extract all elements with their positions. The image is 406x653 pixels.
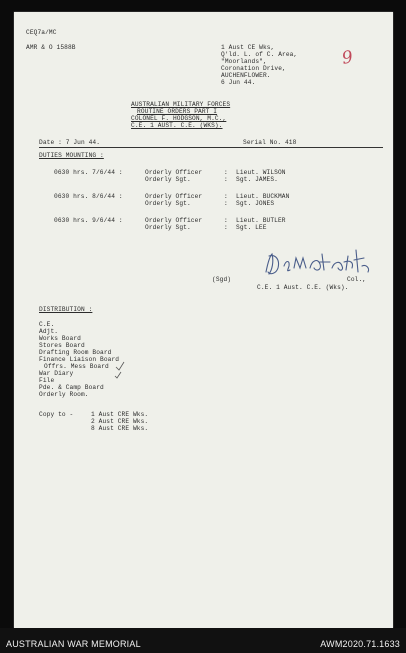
separator-colon: : [224, 217, 228, 224]
heading-line: AUSTRALIAN MILITARY FORCES [131, 101, 231, 108]
archive-footer [0, 628, 406, 653]
address-line: Q'ld. L. of C. Area, [221, 51, 298, 58]
page-number: 9 [340, 47, 355, 69]
duty-officer: Lieut. WILSON [236, 169, 286, 176]
copy-item: 1 Aust CRE Wks. [91, 411, 149, 418]
duty-officer: Lieut. BUCKMAN [236, 193, 290, 200]
duty-sergeant: Sgt. JAMES. [236, 176, 278, 183]
copy-item: 8 Aust CRE Wks. [91, 425, 149, 432]
list-item: Adjt. [39, 328, 59, 335]
distribution-title: DISTRIBUTION : [39, 306, 93, 313]
signature-block: C.E. 1 Aust. C.E. (Wks). [257, 284, 349, 291]
list-item: File [39, 377, 55, 384]
duty-time: 0630 hrs. 8/6/44 : [54, 193, 123, 200]
copy-item: 2 Aust CRE Wks. [91, 418, 149, 425]
amr-reference: AMR & O 1588B [26, 44, 76, 51]
duty-role: Orderly Sgt. [145, 224, 191, 231]
file-reference: CEQ7a/MC [26, 29, 57, 36]
list-item: War Diary [39, 370, 74, 377]
duty-sergeant: Sgt. JONES [236, 200, 275, 207]
heading-line: C.E. 1 AUST. C.E. (WKS). [131, 122, 223, 129]
archive-id: AWM2020.71.1633 [320, 639, 400, 649]
list-item: Orderly Room. [39, 391, 89, 398]
copy-to-label: Copy to - [39, 411, 74, 418]
document-page [14, 12, 393, 628]
separator-colon: : [224, 169, 228, 176]
list-item: C.E. [39, 321, 55, 328]
list-item: Works Board [39, 335, 81, 342]
list-item: Stores Board [39, 342, 85, 349]
rank-label: Col., [347, 276, 367, 283]
separator-colon: : [224, 193, 228, 200]
duty-role: Orderly Officer [145, 193, 203, 200]
duty-time: 0630 hrs. 7/6/44 : [54, 169, 123, 176]
serial-number: Serial No. 418 [243, 139, 297, 146]
archive-name: AUSTRALIAN WAR MEMORIAL [6, 639, 141, 649]
heading-line: COLONEL F. HODGSON, M.C., [131, 115, 227, 122]
list-item: Finance Liaison Board [39, 356, 120, 363]
address-line: AUCHENFLOWER. [221, 72, 271, 79]
address-line: Coronation Drive, [221, 65, 286, 72]
address-line: 1 Aust CE Wks, [221, 44, 275, 51]
list-item: Offrs. Mess Board [44, 363, 109, 370]
duty-officer: Lieut. BUTLER [236, 217, 286, 224]
duty-sergeant: Sgt. LEE [236, 224, 267, 231]
list-item: Drafting Room Board [39, 349, 112, 356]
duty-role: Orderly Officer [145, 217, 203, 224]
tick-mark-icon [114, 361, 126, 381]
duty-role: Orderly Sgt. [145, 176, 191, 183]
divider [39, 147, 383, 148]
heading-line: ROUTINE ORDERS PART I [137, 108, 218, 115]
signed-marker: (Sgd) [212, 276, 232, 283]
duty-role: Orderly Sgt. [145, 200, 191, 207]
duties-title: DUTIES MOUNTING : [39, 152, 104, 159]
duty-time: 0630 hrs. 9/6/44 : [54, 217, 123, 224]
address-line: 6 Jun 44. [221, 79, 256, 86]
list-item: Pde. & Camp Board [39, 384, 104, 391]
separator-colon: : [224, 176, 228, 183]
duty-role: Orderly Officer [145, 169, 203, 176]
order-date: Date : 7 Jun 44. [39, 139, 101, 146]
address-line: "Moorlands", [221, 58, 267, 65]
separator-colon: : [224, 200, 228, 207]
separator-colon: : [224, 224, 228, 231]
